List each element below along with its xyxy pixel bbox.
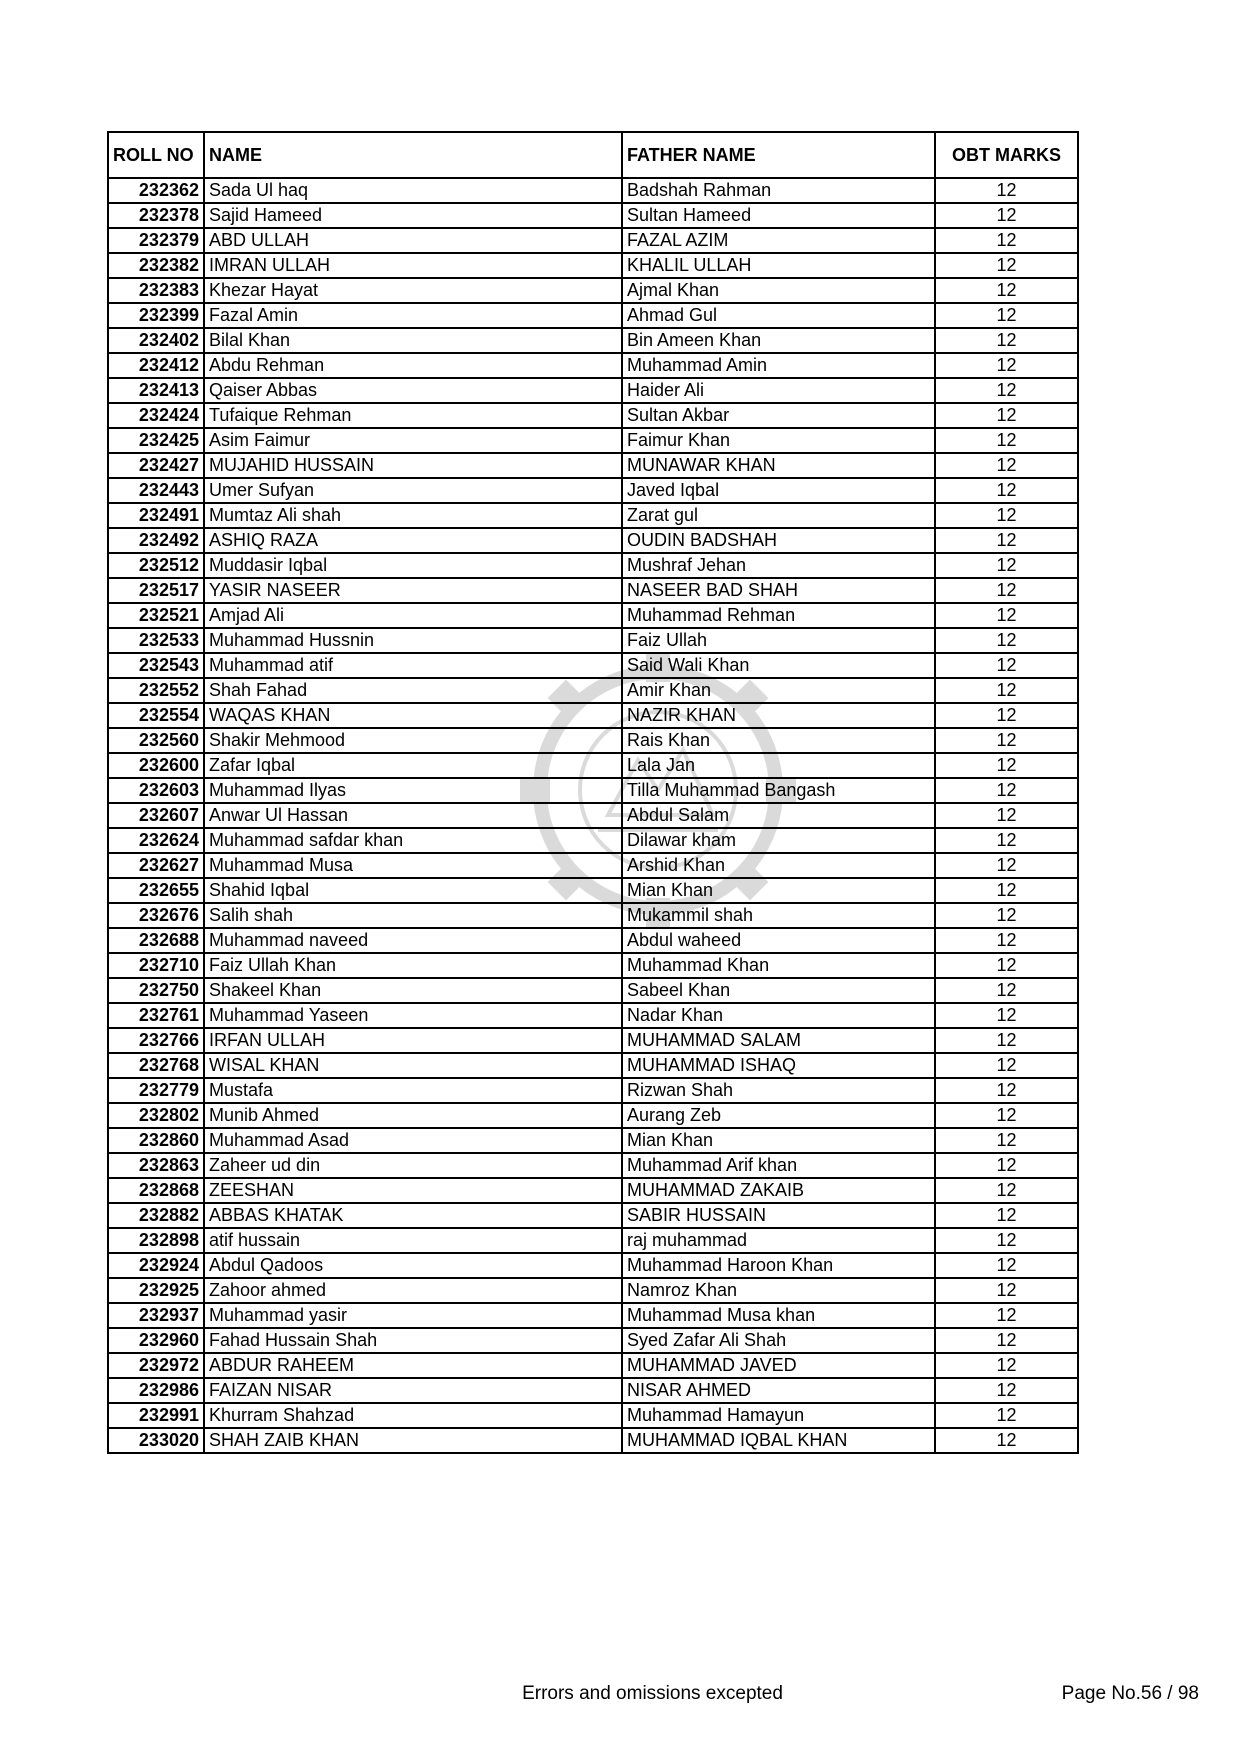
obt-marks-cell: 12 <box>935 303 1078 328</box>
obt-marks-cell: 12 <box>935 903 1078 928</box>
name-cell: Sajid Hameed <box>204 203 622 228</box>
roll-no-cell: 232425 <box>108 428 204 453</box>
father-name-cell: Sultan Hameed <box>622 203 935 228</box>
father-name-cell: Muhammad Amin <box>622 353 935 378</box>
obt-marks-cell: 12 <box>935 1128 1078 1153</box>
roll-no-cell: 232710 <box>108 953 204 978</box>
name-cell: Muhammad naveed <box>204 928 622 953</box>
table-row <box>108 1303 1078 1328</box>
page-number: Page No.56 / 98 <box>1061 1683 1199 1704</box>
roll-no-cell: 232521 <box>108 603 204 628</box>
obt-marks-cell: 12 <box>935 428 1078 453</box>
roll-no-cell: 232868 <box>108 1178 204 1203</box>
obt-marks-cell: 12 <box>935 778 1078 803</box>
name-cell: Salih shah <box>204 903 622 928</box>
roll-no-cell: 232552 <box>108 678 204 703</box>
father-name-cell: OUDIN BADSHAH <box>622 528 935 553</box>
table-row <box>108 1378 1078 1403</box>
father-name-cell: Muhammad Khan <box>622 953 935 978</box>
name-cell: IMRAN ULLAH <box>204 253 622 278</box>
obt-marks-cell: 12 <box>935 228 1078 253</box>
table-row <box>108 603 1078 628</box>
roll-no-cell: 232882 <box>108 1203 204 1228</box>
table-row <box>108 1003 1078 1028</box>
obt-marks-cell: 12 <box>935 1428 1078 1453</box>
name-cell: Shahid Iqbal <box>204 878 622 903</box>
roll-no-cell: 232655 <box>108 878 204 903</box>
name-cell: Asim Faimur <box>204 428 622 453</box>
roll-no-cell: 232379 <box>108 228 204 253</box>
roll-no-cell: 232627 <box>108 853 204 878</box>
obt-marks-cell: 12 <box>935 978 1078 1003</box>
roll-no-cell: 232607 <box>108 803 204 828</box>
obt-marks-cell: 12 <box>935 353 1078 378</box>
obt-marks-cell: 12 <box>935 528 1078 553</box>
table-row <box>108 1403 1078 1428</box>
table-row <box>108 1278 1078 1303</box>
roll-no-cell: 232986 <box>108 1378 204 1403</box>
roll-no-cell: 232543 <box>108 653 204 678</box>
name-cell: Fazal Amin <box>204 303 622 328</box>
name-cell: Muhammad safdar khan <box>204 828 622 853</box>
name-cell: Umer Sufyan <box>204 478 622 503</box>
obt-marks-cell: 12 <box>935 828 1078 853</box>
obt-marks-cell: 12 <box>935 1228 1078 1253</box>
obt-marks-cell: 12 <box>935 478 1078 503</box>
father-name-cell: raj muhammad <box>622 1228 935 1253</box>
father-name-cell: MUHAMMAD ISHAQ <box>622 1053 935 1078</box>
name-cell: Zahoor ahmed <box>204 1278 622 1303</box>
name-cell: Muhammad atif <box>204 653 622 678</box>
name-cell: Muhammad Yaseen <box>204 1003 622 1028</box>
table-row <box>108 303 1078 328</box>
roll-no-cell: 232560 <box>108 728 204 753</box>
father-name-cell: MUHAMMAD SALAM <box>622 1028 935 1053</box>
name-cell: Abdu Rehman <box>204 353 622 378</box>
table-row <box>108 453 1078 478</box>
obt-marks-cell: 12 <box>935 403 1078 428</box>
roll-no-cell: 232412 <box>108 353 204 378</box>
father-name-cell: Aurang Zeb <box>622 1103 935 1128</box>
obt-marks-cell: 12 <box>935 1078 1078 1103</box>
table-row <box>108 478 1078 503</box>
father-name-cell: MUHAMMAD JAVED <box>622 1353 935 1378</box>
name-cell: atif hussain <box>204 1228 622 1253</box>
table-row <box>108 753 1078 778</box>
roll-no-cell: 232413 <box>108 378 204 403</box>
table-row <box>108 778 1078 803</box>
roll-no-cell: 232688 <box>108 928 204 953</box>
name-cell: Muhammad Hussnin <box>204 628 622 653</box>
father-name-cell: NAZIR KHAN <box>622 703 935 728</box>
obt-marks-cell: 12 <box>935 553 1078 578</box>
table-row <box>108 903 1078 928</box>
roll-no-cell: 232898 <box>108 1228 204 1253</box>
name-cell: Fahad Hussain Shah <box>204 1328 622 1353</box>
obt-marks-cell: 12 <box>935 928 1078 953</box>
table-row <box>108 578 1078 603</box>
name-cell: Mustafa <box>204 1078 622 1103</box>
name-cell: Zaheer ud din <box>204 1153 622 1178</box>
roll-no-cell: 232925 <box>108 1278 204 1303</box>
table-row <box>108 228 1078 253</box>
name-cell: Faiz Ullah Khan <box>204 953 622 978</box>
table-row <box>108 1078 1078 1103</box>
obt-marks-cell: 12 <box>935 253 1078 278</box>
roll-no-cell: 232860 <box>108 1128 204 1153</box>
table-row <box>108 1228 1078 1253</box>
father-name-cell: SABIR HUSSAIN <box>622 1203 935 1228</box>
father-name-cell: Muhammad Haroon Khan <box>622 1253 935 1278</box>
obt-marks-cell: 12 <box>935 203 1078 228</box>
father-name-cell: Javed Iqbal <box>622 478 935 503</box>
obt-marks-cell: 12 <box>935 1303 1078 1328</box>
obt-marks-cell: 12 <box>935 1378 1078 1403</box>
father-name-cell: Sultan Akbar <box>622 403 935 428</box>
father-name-cell: Rais Khan <box>622 728 935 753</box>
obt-marks-cell: 12 <box>935 753 1078 778</box>
name-cell: FAIZAN NISAR <box>204 1378 622 1403</box>
father-name-cell: MUHAMMAD ZAKAIB <box>622 1178 935 1203</box>
father-name-cell: Mian Khan <box>622 1128 935 1153</box>
table-row <box>108 1053 1078 1078</box>
name-cell: Khurram Shahzad <box>204 1403 622 1428</box>
obt-marks-cell: 12 <box>935 728 1078 753</box>
table-row <box>108 203 1078 228</box>
column-header-name: NAME <box>204 132 622 178</box>
father-name-cell: Rizwan Shah <box>622 1078 935 1103</box>
roll-no-cell: 232768 <box>108 1053 204 1078</box>
name-cell: Qaiser Abbas <box>204 378 622 403</box>
father-name-cell: Muhammad Rehman <box>622 603 935 628</box>
obt-marks-cell: 12 <box>935 953 1078 978</box>
roll-no-cell: 232779 <box>108 1078 204 1103</box>
father-name-cell: Haider Ali <box>622 378 935 403</box>
table-body <box>108 178 1078 1453</box>
table-row <box>108 1103 1078 1128</box>
name-cell: ABD ULLAH <box>204 228 622 253</box>
father-name-cell: FAZAL AZIM <box>622 228 935 253</box>
father-name-cell: Badshah Rahman <box>622 178 935 203</box>
table-row <box>108 828 1078 853</box>
name-cell: ASHIQ RAZA <box>204 528 622 553</box>
father-name-cell: Zarat gul <box>622 503 935 528</box>
roll-no-cell: 232427 <box>108 453 204 478</box>
father-name-cell: Said Wali Khan <box>622 653 935 678</box>
table-row <box>108 253 1078 278</box>
name-cell: Amjad Ali <box>204 603 622 628</box>
table-row <box>108 878 1078 903</box>
father-name-cell: Nadar Khan <box>622 1003 935 1028</box>
roll-no-cell: 232382 <box>108 253 204 278</box>
name-cell: Tufaique Rehman <box>204 403 622 428</box>
roll-no-cell: 232750 <box>108 978 204 1003</box>
table-row <box>108 853 1078 878</box>
father-name-cell: MUHAMMAD IQBAL KHAN <box>622 1428 935 1453</box>
father-name-cell: NASEER BAD SHAH <box>622 578 935 603</box>
obt-marks-cell: 12 <box>935 1103 1078 1128</box>
table-row <box>108 403 1078 428</box>
name-cell: Muhammad Musa <box>204 853 622 878</box>
name-cell: Khezar Hayat <box>204 278 622 303</box>
roll-no-cell: 232512 <box>108 553 204 578</box>
roll-no-cell: 232937 <box>108 1303 204 1328</box>
name-cell: ABBAS KHATAK <box>204 1203 622 1228</box>
obt-marks-cell: 12 <box>935 1053 1078 1078</box>
father-name-cell: Muhammad Arif khan <box>622 1153 935 1178</box>
roll-no-cell: 232761 <box>108 1003 204 1028</box>
obt-marks-cell: 12 <box>935 178 1078 203</box>
obt-marks-cell: 12 <box>935 603 1078 628</box>
name-cell: Anwar Ul Hassan <box>204 803 622 828</box>
name-cell: YASIR NASEER <box>204 578 622 603</box>
father-name-cell: Muhammad Hamayun <box>622 1403 935 1428</box>
table-row <box>108 703 1078 728</box>
table-row <box>108 553 1078 578</box>
father-name-cell: Namroz Khan <box>622 1278 935 1303</box>
roll-no-cell: 232402 <box>108 328 204 353</box>
table-row <box>108 428 1078 453</box>
roll-no-cell: 232766 <box>108 1028 204 1053</box>
roll-no-cell: 232972 <box>108 1353 204 1378</box>
obt-marks-cell: 12 <box>935 703 1078 728</box>
roll-no-cell: 232600 <box>108 753 204 778</box>
father-name-cell: Mukammil shah <box>622 903 935 928</box>
table-row <box>108 328 1078 353</box>
name-cell: Zafar Iqbal <box>204 753 622 778</box>
obt-marks-cell: 12 <box>935 653 1078 678</box>
table-row <box>108 503 1078 528</box>
roll-no-cell: 232676 <box>108 903 204 928</box>
obt-marks-cell: 12 <box>935 628 1078 653</box>
roll-no-cell: 232863 <box>108 1153 204 1178</box>
name-cell: Shakeel Khan <box>204 978 622 1003</box>
obt-marks-cell: 12 <box>935 503 1078 528</box>
obt-marks-cell: 12 <box>935 1253 1078 1278</box>
name-cell: WAQAS KHAN <box>204 703 622 728</box>
father-name-cell: Tilla Muhammad Bangash <box>622 778 935 803</box>
father-name-cell: Faiz Ullah <box>622 628 935 653</box>
table-row <box>108 978 1078 1003</box>
table-row <box>108 1428 1078 1453</box>
table-row <box>108 928 1078 953</box>
obt-marks-cell: 12 <box>935 453 1078 478</box>
column-header-obt-marks: OBT MARKS <box>935 132 1078 178</box>
father-name-cell: KHALIL ULLAH <box>622 253 935 278</box>
obt-marks-cell: 12 <box>935 1278 1078 1303</box>
obt-marks-cell: 12 <box>935 378 1078 403</box>
roll-no-cell: 232960 <box>108 1328 204 1353</box>
roll-no-cell: 232554 <box>108 703 204 728</box>
name-cell: SHAH ZAIB KHAN <box>204 1428 622 1453</box>
obt-marks-cell: 12 <box>935 853 1078 878</box>
name-cell: Munib Ahmed <box>204 1103 622 1128</box>
name-cell: Abdul Qadoos <box>204 1253 622 1278</box>
father-name-cell: Abdul waheed <box>622 928 935 953</box>
name-cell: IRFAN ULLAH <box>204 1028 622 1053</box>
table-row <box>108 353 1078 378</box>
obt-marks-cell: 12 <box>935 1028 1078 1053</box>
name-cell: Muhammad yasir <box>204 1303 622 1328</box>
roll-no-cell: 232443 <box>108 478 204 503</box>
table-row <box>108 803 1078 828</box>
name-cell: Mumtaz Ali shah <box>204 503 622 528</box>
table-row <box>108 1178 1078 1203</box>
obt-marks-cell: 12 <box>935 1328 1078 1353</box>
table-row <box>108 1328 1078 1353</box>
father-name-cell: Lala Jan <box>622 753 935 778</box>
father-name-cell: Muhammad Musa khan <box>622 1303 935 1328</box>
table-row <box>108 1128 1078 1153</box>
table-row <box>108 278 1078 303</box>
roll-no-cell: 232991 <box>108 1403 204 1428</box>
obt-marks-cell: 12 <box>935 1353 1078 1378</box>
column-header-father-name: FATHER NAME <box>622 132 935 178</box>
name-cell: Shakir Mehmood <box>204 728 622 753</box>
roll-no-cell: 232383 <box>108 278 204 303</box>
table-row <box>108 1203 1078 1228</box>
name-cell: Muhammad Asad <box>204 1128 622 1153</box>
roll-no-cell: 232424 <box>108 403 204 428</box>
roll-no-cell: 232399 <box>108 303 204 328</box>
column-header-roll-no: ROLL NO <box>108 132 204 178</box>
table-row <box>108 953 1078 978</box>
father-name-cell: Mushraf Jehan <box>622 553 935 578</box>
roll-no-cell: 232603 <box>108 778 204 803</box>
table-row <box>108 178 1078 203</box>
father-name-cell: NISAR AHMED <box>622 1378 935 1403</box>
table-row <box>108 528 1078 553</box>
roll-no-cell: 232533 <box>108 628 204 653</box>
footer-disclaimer: Errors and omissions excepted <box>522 1683 783 1704</box>
father-name-cell: Sabeel Khan <box>622 978 935 1003</box>
obt-marks-cell: 12 <box>935 1178 1078 1203</box>
roll-no-cell: 232517 <box>108 578 204 603</box>
table-row <box>108 653 1078 678</box>
father-name-cell: Faimur Khan <box>622 428 935 453</box>
obt-marks-cell: 12 <box>935 1203 1078 1228</box>
roll-no-cell: 232624 <box>108 828 204 853</box>
name-cell: Muhammad Ilyas <box>204 778 622 803</box>
table-row <box>108 1253 1078 1278</box>
father-name-cell: Bin Ameen Khan <box>622 328 935 353</box>
obt-marks-cell: 12 <box>935 803 1078 828</box>
father-name-cell: Arshid Khan <box>622 853 935 878</box>
table-row <box>108 1028 1078 1053</box>
roll-no-cell: 232924 <box>108 1253 204 1278</box>
roll-no-cell: 233020 <box>108 1428 204 1453</box>
obt-marks-cell: 12 <box>935 878 1078 903</box>
father-name-cell: Amir Khan <box>622 678 935 703</box>
table-header-row <box>108 132 1078 178</box>
obt-marks-cell: 12 <box>935 328 1078 353</box>
father-name-cell: Dilawar kham <box>622 828 935 853</box>
name-cell: Sada Ul haq <box>204 178 622 203</box>
results-table <box>107 131 1079 1454</box>
name-cell: ZEESHAN <box>204 1178 622 1203</box>
table-row <box>108 628 1078 653</box>
roll-no-cell: 232378 <box>108 203 204 228</box>
table-row <box>108 678 1078 703</box>
name-cell: MUJAHID HUSSAIN <box>204 453 622 478</box>
name-cell: Bilal Khan <box>204 328 622 353</box>
father-name-cell: MUNAWAR KHAN <box>622 453 935 478</box>
roll-no-cell: 232491 <box>108 503 204 528</box>
obt-marks-cell: 12 <box>935 278 1078 303</box>
table-row <box>108 378 1078 403</box>
roll-no-cell: 232362 <box>108 178 204 203</box>
table-row <box>108 728 1078 753</box>
obt-marks-cell: 12 <box>935 1003 1078 1028</box>
name-cell: Shah Fahad <box>204 678 622 703</box>
name-cell: ABDUR RAHEEM <box>204 1353 622 1378</box>
obt-marks-cell: 12 <box>935 1153 1078 1178</box>
name-cell: Muddasir Iqbal <box>204 553 622 578</box>
table-row <box>108 1153 1078 1178</box>
father-name-cell: Mian Khan <box>622 878 935 903</box>
name-cell: WISAL KHAN <box>204 1053 622 1078</box>
roll-no-cell: 232492 <box>108 528 204 553</box>
father-name-cell: Abdul Salam <box>622 803 935 828</box>
obt-marks-cell: 12 <box>935 678 1078 703</box>
obt-marks-cell: 12 <box>935 578 1078 603</box>
roll-no-cell: 232802 <box>108 1103 204 1128</box>
table-row <box>108 1353 1078 1378</box>
father-name-cell: Ajmal Khan <box>622 278 935 303</box>
father-name-cell: Syed Zafar Ali Shah <box>622 1328 935 1353</box>
obt-marks-cell: 12 <box>935 1403 1078 1428</box>
father-name-cell: Ahmad Gul <box>622 303 935 328</box>
